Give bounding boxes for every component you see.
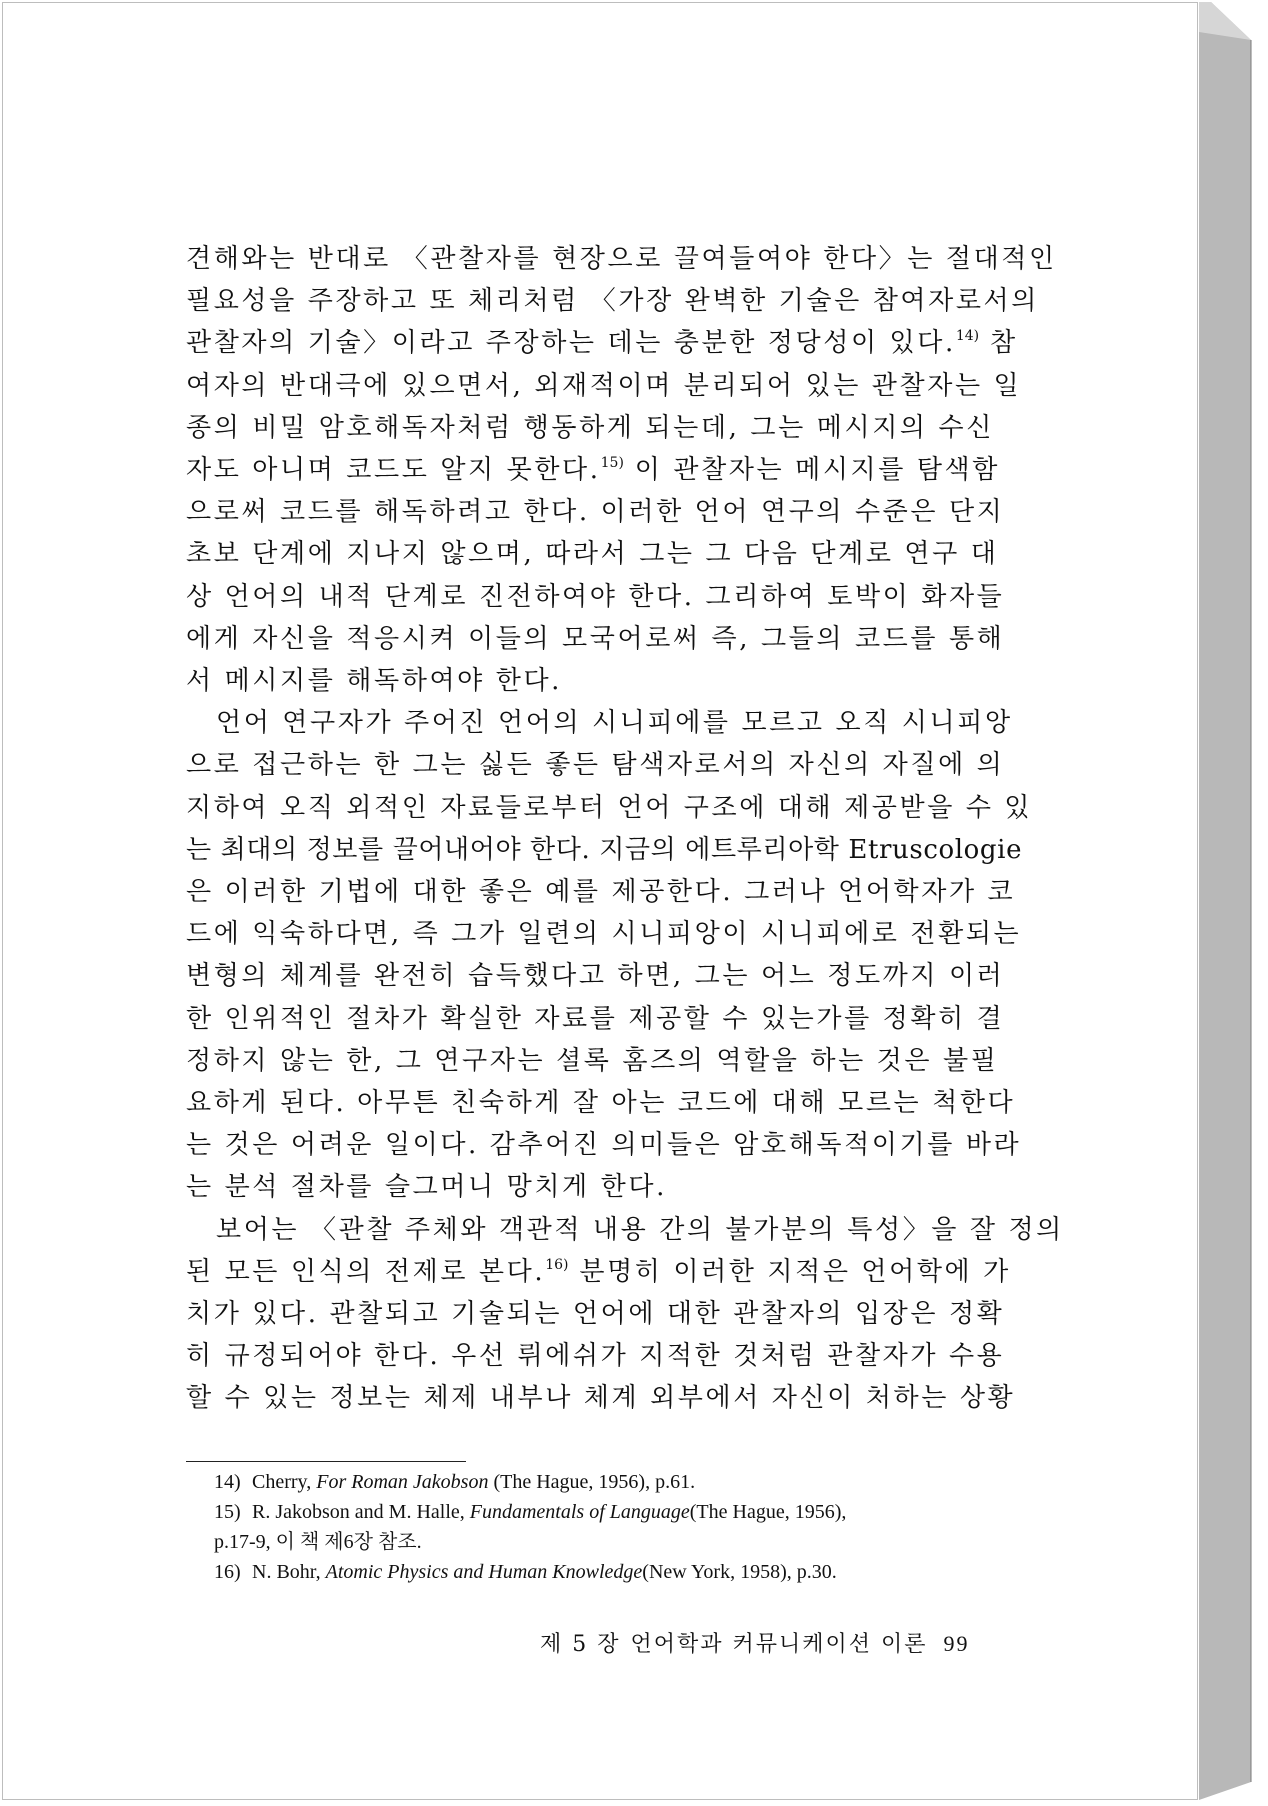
footnote-number: 16) [214,1561,241,1583]
body-line [186,1251,1011,1293]
line-text: 이 관찰자는 메시지를 탐색함 [634,455,1000,486]
running-footer [540,1627,980,1658]
footnote-divider [186,1461,466,1462]
line-text: 자도 아니며 코드도 알지 못한다. [186,455,601,486]
body-line: 으로 접근하는 한 그는 싫든 좋든 탐색자로서의 자신의 자질에 의 [186,750,1005,781]
page-edge-shadow [1199,2,1259,1800]
paragraph-1 [186,238,1057,702]
body-line: 지하여 오직 외적인 자료들로부터 언어 구조에 대해 제공받을 수 있 [186,792,1033,823]
body-line: 은 이러한 기법에 대한 좋은 예를 제공한다. 그러나 언어학자가 코 [186,877,1016,908]
footnote-author: R. Jakobson and M. Halle, [252,1501,465,1523]
footnote-author: Cherry, [252,1471,312,1493]
footnote-title: Atomic Physics and Human Knowledge [325,1561,643,1583]
footnote-title: For Roman Jakobson [316,1471,489,1493]
chapter-label: 제 5 장 [540,1632,621,1657]
footnote-ref-16[interactable]: 16) [545,1256,569,1273]
body-line: 는 최대의 정보를 끌어내어야 한다. 지금의 에트루리아학 Etruscologie [186,834,1023,865]
body-line: 초보 단계에 지나지 않으며, 따라서 그는 그 다음 단계로 연구 대 [186,539,999,570]
line-text: 관찰자의 기술〉이라고 주장하는 데는 충분한 정당성이 있다. [186,328,956,359]
footnote-number: 14) [214,1471,241,1493]
body-line [186,322,1018,364]
paragraph-2 [186,702,1033,1208]
body-line: 히 규정되어야 한다. 우선 뤼에쉬가 지적한 것처럼 관찰자가 수용 [186,1341,1005,1372]
body-line: 보어는 〈관찰 주체와 객관적 내용 간의 불가분의 특성〉을 잘 정의 [216,1214,1064,1245]
footnote-title: Fundamentals of Language [469,1501,690,1523]
paragraph-3 [186,1209,1064,1420]
body-line: 에게 자신을 적응시켜 이들의 모국어로써 즉, 그들의 코드를 통해 [186,623,1005,654]
footnote-14 [214,1467,1004,1497]
body-line: 종의 비밀 암호해독자처럼 행동하게 되는데, 그는 메시지의 수신 [186,412,994,443]
body-line: 는 분석 절차를 슬그머니 망치게 한다. [186,1172,667,1203]
body-line: 는 것은 어려운 일이다. 감추어진 의미들은 암호해독적이기를 바라 [186,1130,1022,1161]
body-line: 드에 익숙하다면, 즉 그가 일련의 시니피앙이 시니피에로 전환되는 [186,919,1022,950]
body-line: 여자의 반대극에 있으면서, 외재적이며 분리되어 있는 관찰자는 일 [186,370,1022,401]
footnote-ref-15[interactable]: 15) [600,455,624,472]
body-line: 필요성을 주장하고 또 체리처럼 〈가장 완벽한 기술은 참여자로서의 [186,286,1039,317]
footnote-detail: (The Hague, 1956), p.61. [488,1471,696,1493]
page-number: 99 [943,1631,970,1656]
footnote-ref-14[interactable]: 14) [955,328,980,345]
line-text: 된 모든 인식의 전제로 본다. [186,1256,546,1287]
body-line: 상 언어의 내적 단계로 진전하여야 한다. 그리하여 토박이 화자들 [186,581,1005,612]
body-line: 한 인위적인 절차가 확실한 자료를 제공할 수 있는가를 정확히 결 [186,1003,1005,1034]
body-line: 서 메시지를 해독하여야 한다. [186,666,563,697]
footnote-detail: (New York, 1958), p.30. [642,1561,837,1583]
footnote-number: 15) [214,1501,241,1523]
body-line: 으로써 코드를 해독하려고 한다. 이러한 언어 연구의 수준은 단지 [186,497,1005,528]
line-text: 분명히 이러한 지적은 언어학에 가 [579,1256,1011,1287]
body-line: 변형의 체계를 완전히 습득했다고 하면, 그는 어느 정도까지 이러 [186,961,1005,992]
footnote-detail: (The Hague, 1956), [689,1501,847,1523]
body-line: 할 수 있는 정보는 체제 내부나 체계 외부에서 자신이 처하는 상황 [186,1383,1016,1414]
footnotes [214,1467,1004,1587]
body-text [186,238,1064,1420]
body-line: 정하지 않는 한, 그 연구자는 셜록 홈즈의 역할을 하는 것은 불필 [186,1045,999,1076]
body-line [186,449,1000,491]
footnote-16 [214,1557,1004,1587]
body-line: 치가 있다. 관찰되고 기술되는 언어에 대한 관찰자의 입장은 정확 [186,1299,1005,1330]
body-line: 언어 연구자가 주어진 언어의 시니피에를 모르고 오직 시니피앙 [216,708,1013,739]
footnote-15 [214,1497,1004,1527]
footnote-author: N. Bohr, [252,1561,321,1583]
footnote-15-continuation: p.17-9, 이 책 제6장 참조. [214,1531,422,1553]
body-line: 견해와는 반대로 〈관찰자를 현장으로 끌여들여야 한다〉는 절대적인 [186,244,1057,274]
line-text: 참 [990,328,1018,359]
chapter-title: 언어학과 커뮤니케이션 이론 [630,1632,928,1657]
body-line: 요하게 된다. 아무튼 친숙하게 잘 아는 코드에 대해 모르는 척한다 [186,1088,1016,1119]
